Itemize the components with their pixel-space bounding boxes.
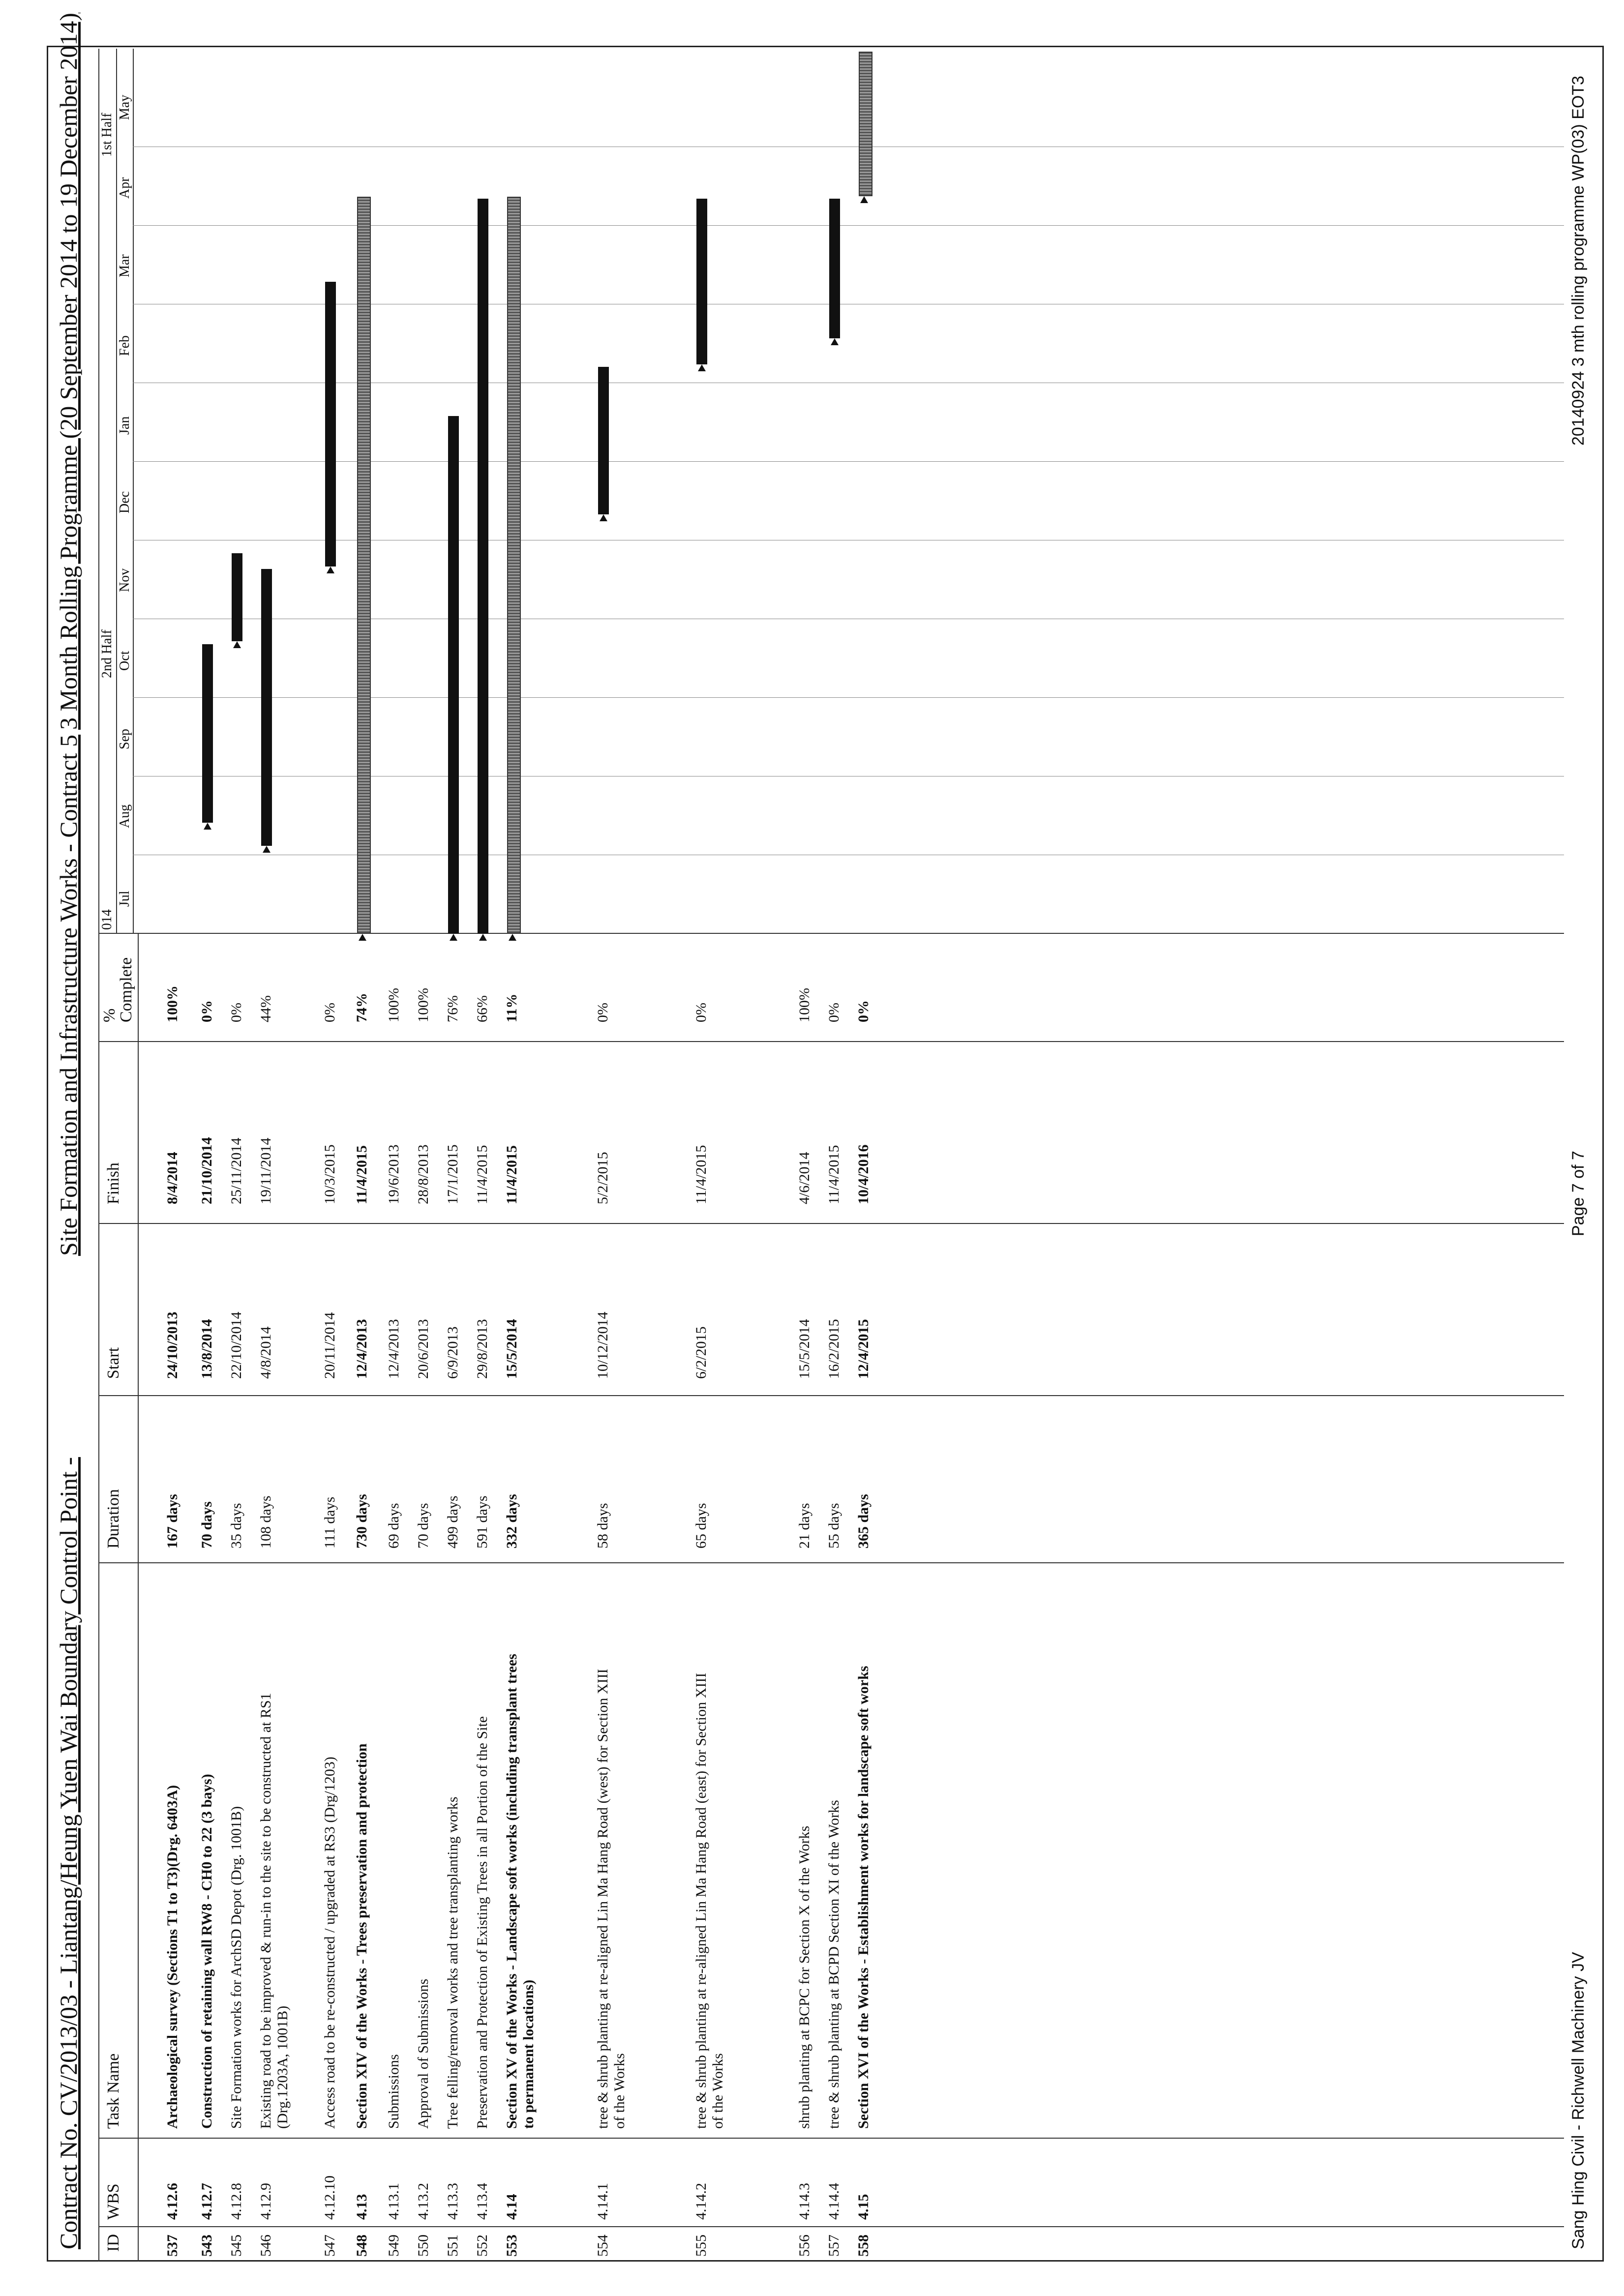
- row-wbs: 4.13.4: [474, 2183, 490, 2220]
- row-id: 552: [474, 2235, 490, 2257]
- col-wbs-header: WBS: [104, 2183, 122, 2220]
- dependency-arrow: [450, 934, 457, 941]
- row-id: 555: [693, 2235, 709, 2257]
- row-complete: 44%: [258, 995, 274, 1022]
- row-wbs: 4.14: [504, 2194, 520, 2220]
- row-start: 12/4/2015: [855, 1319, 872, 1379]
- row-complete: 0%: [199, 1000, 215, 1022]
- row-finish: 8/4/2014: [164, 1152, 180, 1204]
- col-divider: [98, 2138, 1564, 2139]
- timescale-half-1st: 1st Half: [99, 113, 115, 157]
- row-task-name-cont: of the Works: [710, 2053, 726, 2129]
- row-complete: 76%: [445, 995, 461, 1022]
- row-duration: 21 days: [796, 1503, 812, 1549]
- row-id: 554: [595, 2235, 611, 2257]
- row-wbs: 4.15: [855, 2194, 872, 2220]
- dependency-arrow: [479, 934, 487, 941]
- row-start: 20/11/2014: [322, 1312, 338, 1379]
- col-divider: [98, 1562, 1564, 1563]
- col-task-header: Task Name: [104, 2053, 122, 2129]
- row-start: 6/2/2015: [693, 1326, 709, 1379]
- row-task-name-cont: (Drg.1203A, 1001B): [274, 2005, 291, 2129]
- gantt-bar: [261, 569, 272, 846]
- row-wbs: 4.12.10: [322, 2176, 338, 2220]
- col-finish-header: Finish: [104, 1162, 122, 1204]
- row-task-name-cont: of the Works: [611, 2053, 628, 2129]
- timescale-month: Jul: [117, 891, 132, 907]
- row-complete: 74%: [354, 993, 370, 1022]
- timescale-month: Jan: [117, 416, 132, 435]
- row-duration: 70 days: [199, 1501, 215, 1549]
- gantt-chart: [98, 49, 1564, 934]
- col-start-header: Start: [104, 1347, 122, 1379]
- row-id: 548: [354, 2235, 370, 2257]
- row-duration: 70 days: [415, 1503, 431, 1549]
- dependency-arrow: [698, 364, 706, 371]
- timescale-month: Dec: [117, 491, 132, 513]
- row-task-name: tree & shrub planting at re-aligned Lin Ma Hang Road (east) for Section XIII: [693, 1672, 709, 2129]
- row-task-name: Existing road to be improved & run-in to the site to be constructed at RS1: [258, 1693, 274, 2129]
- row-finish: 11/4/2015: [354, 1145, 370, 1204]
- gantt-bar: [507, 197, 521, 934]
- col-divider: [98, 1041, 1564, 1042]
- gantt-bar: [357, 197, 371, 934]
- row-task-name: Approval of Submissions: [415, 1978, 431, 2129]
- contract-title: Site Formation and Infrastructure Works - Contract 5: [55, 734, 82, 1256]
- row-wbs: 4.13: [354, 2194, 370, 2220]
- dependency-arrow: [860, 196, 868, 203]
- gantt-bar: [232, 553, 242, 641]
- page-footer: [1569, 66, 1598, 2249]
- row-wbs: 4.14.4: [826, 2183, 842, 2220]
- row-start: 20/6/2013: [415, 1319, 431, 1379]
- row-duration: 591 days: [474, 1495, 490, 1549]
- month-gridline: [133, 461, 1564, 462]
- row-id: 547: [322, 2235, 338, 2257]
- programme-table: [98, 49, 1564, 2262]
- row-task-name: Section XVI of the Works - Establishment works for landscape soft works: [855, 1666, 872, 2129]
- row-id: 537: [164, 2235, 180, 2257]
- gantt-bar: [325, 282, 336, 567]
- row-complete: 0%: [595, 1003, 611, 1022]
- row-id: 556: [796, 2235, 812, 2257]
- row-start: 24/10/2013: [164, 1312, 180, 1379]
- timescale-month: Apr: [117, 177, 132, 199]
- row-id: 553: [504, 2235, 520, 2257]
- row-finish: 19/6/2013: [386, 1144, 402, 1204]
- row-wbs: 4.13.2: [415, 2183, 431, 2220]
- row-id: 546: [258, 2235, 274, 2257]
- dependency-arrow: [600, 514, 607, 521]
- row-id: 557: [826, 2235, 842, 2257]
- timescale-month: Feb: [117, 335, 132, 356]
- row-finish: 21/10/2014: [199, 1137, 215, 1204]
- row-wbs: 4.14.1: [595, 2183, 611, 2220]
- month-gridline: [133, 697, 1564, 698]
- row-duration: 65 days: [693, 1503, 709, 1549]
- row-start: 22/10/2014: [228, 1312, 244, 1379]
- row-start: 10/12/2014: [595, 1312, 611, 1379]
- gantt-bar: [598, 367, 609, 514]
- dependency-arrow: [509, 934, 516, 941]
- dependency-arrow: [204, 823, 211, 830]
- col-divider: [98, 2226, 1564, 2227]
- document-reference: 20140924 3 mth rolling programme WP(03) EOT3: [1569, 76, 1588, 446]
- timescale-year: 014: [99, 909, 115, 930]
- row-start: 16/2/2015: [826, 1319, 842, 1379]
- contract-number: Contract No. CV/2013/03 - Liantang/Heung Yuen Wai Boundary Control Point -: [55, 1457, 82, 2249]
- row-wbs: 4.12.9: [258, 2183, 274, 2220]
- gantt-bar: [202, 644, 213, 823]
- row-id: 550: [415, 2235, 431, 2257]
- row-task-name: shrub planting at BCPC for Section X of the Works: [796, 1825, 812, 2129]
- page-number: Page 7 of 7: [1569, 1151, 1588, 1236]
- header-bottom-rule: [138, 934, 139, 2262]
- row-finish: 17/1/2015: [445, 1144, 461, 1204]
- row-task-name: Tree felling/removal works and tree transplanting works: [445, 1796, 461, 2129]
- timescale-month: Oct: [117, 651, 132, 671]
- row-wbs: 4.12.7: [199, 2183, 215, 2220]
- row-complete: 100%: [386, 988, 402, 1022]
- row-task-name: Section XIV of the Works - Trees preservation and protection: [354, 1743, 370, 2129]
- row-finish: 10/3/2015: [322, 1144, 338, 1204]
- row-duration: 332 days: [504, 1494, 520, 1549]
- timescale-month: Aug: [117, 804, 132, 828]
- programme-title: 3 Month Rolling Programme (20 September 2014 to 19 December 2014): [55, 12, 82, 730]
- timescale-half-2nd: 2nd Half: [99, 629, 115, 678]
- row-start: 12/4/2013: [354, 1319, 370, 1379]
- row-wbs: 4.13.3: [445, 2183, 461, 2220]
- dependency-arrow: [831, 338, 839, 345]
- row-finish: 10/4/2016: [855, 1144, 872, 1204]
- row-wbs: 4.12.6: [164, 2183, 180, 2220]
- row-finish: 19/11/2014: [258, 1137, 274, 1204]
- row-complete: 11%: [504, 993, 520, 1022]
- col-complete-header-2: Complete: [117, 957, 135, 1022]
- row-duration: 111 days: [322, 1496, 338, 1549]
- gantt-bar: [448, 416, 459, 934]
- row-wbs: 4.12.8: [228, 2183, 244, 2220]
- row-complete: 0%: [855, 1000, 872, 1022]
- row-task-name: Access road to be re-constructed / upgraded at RS3 (Drg/1203): [322, 1757, 338, 2129]
- row-task-name: Preservation and Protection of Existing Trees in all Portion of the Site: [474, 1716, 490, 2129]
- row-duration: 55 days: [826, 1503, 842, 1549]
- row-duration: 35 days: [228, 1503, 244, 1549]
- timescale-rule: [133, 49, 134, 934]
- row-complete: 0%: [693, 1003, 709, 1022]
- row-complete: 0%: [322, 1003, 338, 1022]
- gantt-bar: [859, 52, 872, 196]
- row-start: 15/5/2014: [504, 1319, 520, 1379]
- row-task-name: Section XV of the Works - Landscape soft works (including transplant trees: [504, 1654, 520, 2129]
- gantt-bar: [478, 199, 488, 934]
- row-complete: 0%: [826, 1003, 842, 1022]
- row-finish: 5/2/2015: [595, 1152, 611, 1204]
- row-duration: 69 days: [386, 1503, 402, 1549]
- row-complete: 100%: [164, 985, 180, 1022]
- contractor-name: Sang Hing Civil - Richwell Machinery JV: [1569, 1952, 1588, 2249]
- row-finish: 28/8/2013: [415, 1144, 431, 1204]
- col-complete-header-1: %: [100, 1008, 119, 1022]
- row-id: 551: [445, 2235, 461, 2257]
- row-finish: 11/4/2015: [504, 1145, 520, 1204]
- row-complete: 100%: [796, 988, 812, 1022]
- row-finish: 4/6/2014: [796, 1152, 812, 1204]
- col-divider: [98, 1395, 1564, 1396]
- gantt-bar: [696, 199, 707, 364]
- timescale-month: Sep: [117, 729, 132, 749]
- dependency-arrow: [327, 567, 334, 573]
- row-id: 545: [228, 2235, 244, 2257]
- row-start: 13/8/2014: [199, 1319, 215, 1379]
- row-start: 6/9/2013: [445, 1326, 461, 1379]
- timescale-month: Mar: [117, 254, 132, 277]
- row-task-name: tree & shrub planting at re-aligned Lin Ma Hang Road (west) for Section XIII: [595, 1669, 611, 2129]
- row-task-name: Submissions: [386, 2054, 402, 2129]
- row-wbs: 4.13.1: [386, 2183, 402, 2220]
- col-duration-header: Duration: [104, 1489, 122, 1549]
- row-duration: 499 days: [445, 1495, 461, 1549]
- row-duration: 108 days: [258, 1495, 274, 1549]
- row-id: 543: [199, 2235, 215, 2257]
- dependency-arrow: [359, 934, 366, 941]
- row-duration: 730 days: [354, 1494, 370, 1549]
- row-task-name-cont: to permanent locations): [520, 1979, 537, 2129]
- row-wbs: 4.14.3: [796, 2183, 812, 2220]
- row-task-name: Site Formation works for ArchSD Depot (Drg. 1001B): [228, 1806, 244, 2129]
- row-finish: 11/4/2015: [826, 1145, 842, 1204]
- timescale-month: May: [117, 94, 132, 120]
- row-start: 4/8/2014: [258, 1326, 274, 1379]
- timescale-month: Nov: [117, 568, 132, 592]
- row-finish: 11/4/2015: [474, 1145, 490, 1204]
- row-start: 29/8/2013: [474, 1319, 490, 1379]
- row-complete: 100%: [415, 988, 431, 1022]
- dependency-arrow: [263, 846, 271, 853]
- row-start: 15/5/2014: [796, 1319, 812, 1379]
- month-gridline: [133, 225, 1564, 226]
- row-start: 12/4/2013: [386, 1319, 402, 1379]
- col-id-header: ID: [104, 2234, 122, 2252]
- row-finish: 25/11/2014: [228, 1137, 244, 1204]
- row-complete: 0%: [228, 1003, 244, 1022]
- col-divider: [98, 1223, 1564, 1224]
- row-wbs: 4.14.2: [693, 2183, 709, 2220]
- gantt-bar: [829, 199, 840, 338]
- row-duration: 365 days: [855, 1494, 872, 1549]
- row-finish: 11/4/2015: [693, 1145, 709, 1204]
- row-task-name: Construction of retaining wall RW8 - CH0 to 22 (3 bays): [199, 1774, 215, 2129]
- row-complete: 66%: [474, 995, 490, 1022]
- row-duration: 167 days: [164, 1494, 180, 1549]
- page-header: [54, 12, 93, 2249]
- row-id: 558: [855, 2235, 872, 2257]
- row-id: 549: [386, 2235, 402, 2257]
- row-task-name: tree & shrub planting at BCPD Section XI of the Works: [826, 1800, 842, 2129]
- row-task-name: Archaeological survey (Sections T1 to T3)(Drg. 6403A): [164, 1785, 180, 2129]
- row-duration: 58 days: [595, 1503, 611, 1549]
- dependency-arrow: [233, 641, 241, 648]
